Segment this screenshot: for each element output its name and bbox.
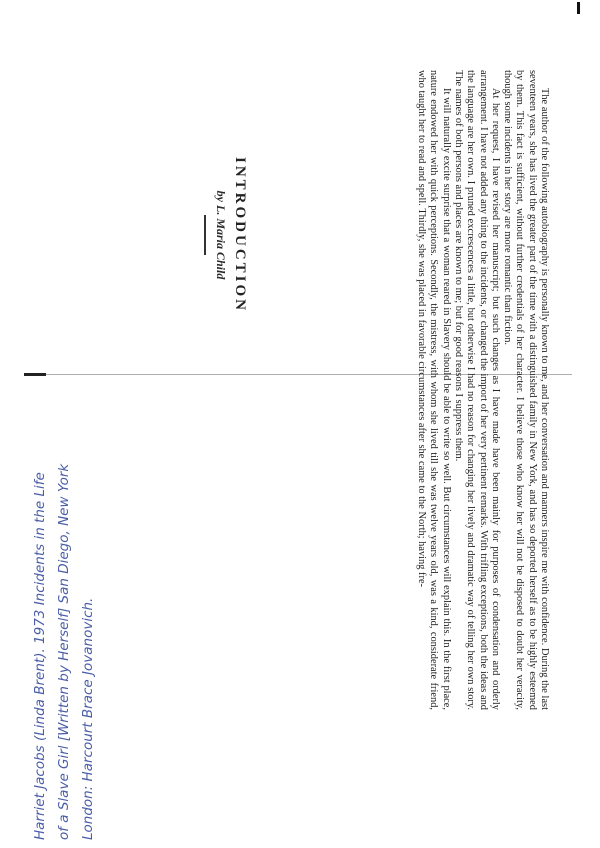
handwritten-line-1: Harriet Jacobs (Linda Brent). 1973 Incidents in the Life (32, 472, 48, 840)
fold-notch-mark (24, 373, 46, 376)
handwritten-citation (28, 463, 118, 840)
byline: by L. Maria Child (214, 190, 228, 280)
printed-page (170, 70, 550, 710)
paragraph-3: It will naturally excite surprise that a woman reared in Slavery should be able to write so well. But circumstances will explain this. In the first place, nature endowed her with quick perceptions. Secondly, the mistress, with whom she lived till she was twelve years old, was a kind, considerate friend, who taught her to read and spell. Thirdly, she was placed in favorable circumstances after she came to the North; having fre- (416, 70, 452, 710)
handwritten-line-2: of a Slave Girl [Written by Herself] San Diego, New York (56, 463, 72, 840)
paragraph-1: The author of the following autobiography is personally known to me, and her conversation and manners inspire me with confidence. During the last seventeen years, she has lived the greater part of the time with a distinguished family in New York, and has so deported herself as to be highly esteemed by them. This fact is sufficient, without further credentials of her character. I believe those who know her will not be disposed to doubt her veracity, though some incidents in her story are more romantic than fiction. (502, 70, 550, 710)
handwritten-line-3: London: Harcourt Brace Jovanovich. (80, 597, 96, 840)
title-rule (204, 215, 206, 255)
paragraph-2: At her request, I have revised her manuscript; but such changes as I have made have been mainly for purposes of condensation and orderly arrangement. I have not added any thing to the incidents, or changed the import of her very pertinent remarks. With trifling exceptions, both the ideas and the language are her own. I pruned excrescences a little, but otherwise I had no reason for changing her lively and dramatic way of telling her own story. The names of both persons and places are known to me; but for good reasons I suppress them. (452, 70, 501, 710)
page-title: INTRODUCTION (232, 156, 248, 313)
introduction-body (300, 70, 550, 710)
scan-edge-mark (577, 2, 580, 14)
